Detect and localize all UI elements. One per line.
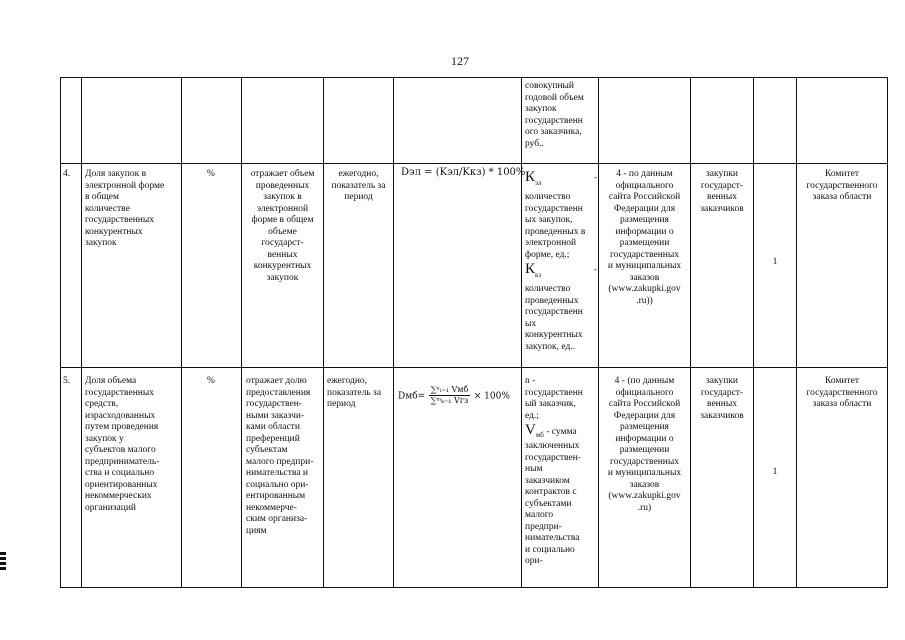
responsible: Комитет государственного заказа области <box>806 376 878 409</box>
responsible: Комитет государственного заказа области <box>806 169 878 202</box>
indicator-name: Доля объема государственных средств, израсходованных путем проведения закупок у субъектов малого предприниматель- ства и социально ориентированных некоммерческих организаций <box>85 376 160 513</box>
formula-definitions: $К_{эл}$ - количество государственн ых закупок, проведенных в электронной форме, ед.; $К_{кз}$ - количество проведенных государственн ых конкурентных закупок, ед.. <box>525 169 597 352</box>
periodicity: ежегодно, показатель за период <box>331 169 386 202</box>
observation-object: закупки государст- венных заказчиков <box>700 376 744 421</box>
top-row-definition: совокупный годовой объем закупок государственн ого заказчика, руб.. <box>525 81 584 149</box>
formula-definitions: n - государственн ый заказчик, ед.; $V_{мб}$ - сумма заключенных государствен- ным заказчиком контрактов с субъектами малого предпри- нимательства и социально ори- <box>525 376 583 567</box>
scan-edge-marks <box>0 552 6 572</box>
indicator-description: отражает долю предоставления государствен- ными заказчи- ками области преференций субъектам малого предпри- нимательства и социально ори- ентированным некоммерче- ским организа- циям <box>246 376 314 536</box>
indicator-name: Доля закупок в электронной форме в общем количестве государственных конкурентных закупок <box>85 169 165 248</box>
unit: % <box>207 169 215 179</box>
page-number: 127 <box>451 54 469 68</box>
coverage-value: 1 <box>772 257 778 267</box>
unit: % <box>207 376 215 386</box>
observation-object: закупки государст- венных заказчиков <box>700 169 744 214</box>
indicator-description: отражает объем проведенных закупок в электронной форме в общем объеме государст- венных конкурентных закупок <box>250 169 315 283</box>
coverage-value: 1 <box>772 467 778 477</box>
data-source: 4 - (по данным официального сайта Российской Федерации для размещения информации о размещении государственных и муниципальных заказов (www.zakupki.gov .ru) <box>607 376 682 513</box>
periodicity: ежегодно, показатель за период <box>327 376 382 409</box>
row-number: 4. <box>63 169 71 179</box>
formula: Dэл = (Kэл/Kкз) * 100% <box>401 167 526 178</box>
row-number: 5. <box>63 376 71 386</box>
formula: Dмб= $\frac{\text{∑ⁿᵢ₌₁ Vмб}}{\text{∑ᵐₖ₌₁ Vгз}} \times 100\%$ <box>398 385 510 405</box>
data-source: 4 - по данным официального сайта Российской Федерации для размещения информации о размещении государственных и муниципальных заказов (www.zakupki.gov .ru)) <box>607 169 682 306</box>
